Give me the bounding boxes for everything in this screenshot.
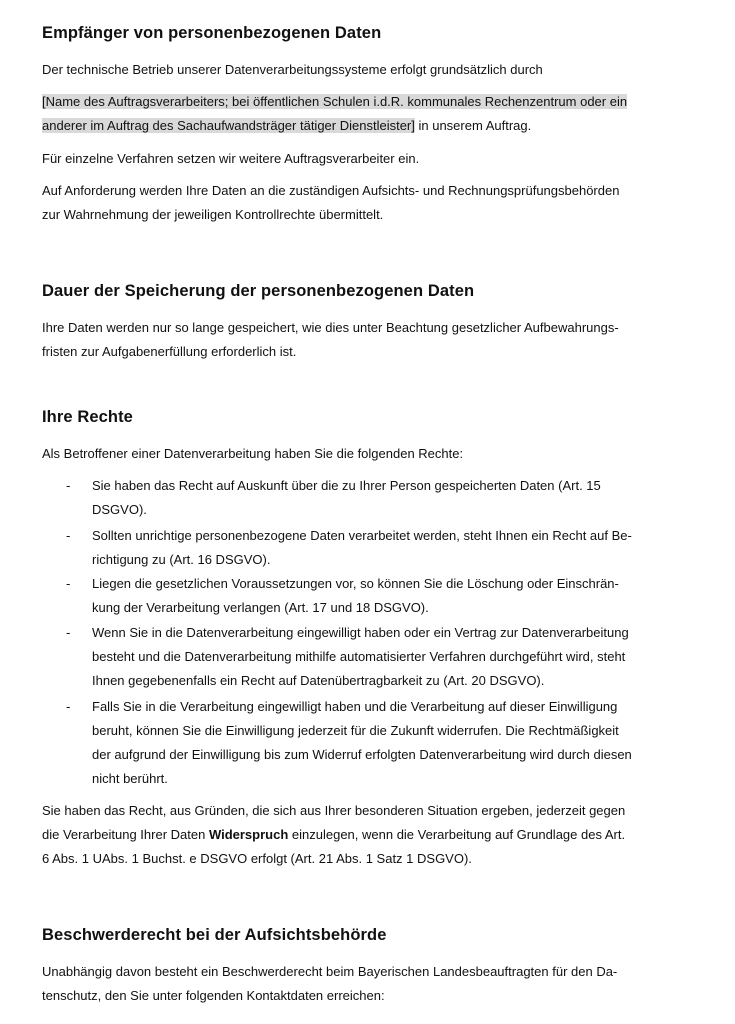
duration-paragraph-line-1: Ihre Daten werden nur so lange gespeichert, wie dies unter Beachtung gesetzlicher Aufbewahrungs-	[42, 320, 619, 335]
objection-line-2	[42, 827, 625, 843]
recipients-paragraph-4-line-2: zur Wahrnehmung der jeweiligen Kontrollrechte übermittelt.	[42, 207, 384, 222]
complaint-paragraph-line-1: Unabhängig davon besteht ein Beschwerderecht beim Bayerischen Landesbeauftragten für den Da-	[42, 964, 618, 979]
bullet-4-line-1: Wenn Sie in die Datenverarbeitung eingewilligt haben oder ein Vertrag zur Datenverarbeitung	[92, 625, 629, 640]
bullet-dash: -	[66, 699, 71, 714]
bullet-5-line-4: nicht berührt.	[92, 771, 168, 786]
bullet-5-line-2: beruht, können Sie die Einwilligung jederzeit für die Zukunft widerrufen. Die Rechtmäßigkeit	[92, 723, 619, 738]
bullet-dash: -	[66, 576, 71, 591]
placeholder-highlight: anderer im Auftrag des Sachaufwandsträger tätiger Dienstleister]	[42, 118, 415, 133]
bullet-4-line-2: besteht und die Datenverarbeitung mithilfe automatisierter Verfahren durchgeführt wird, steht	[92, 649, 626, 664]
objection-line-1: Sie haben das Recht, aus Gründen, die sich aus Ihrer besonderen Situation ergeben, jederzeit gegen	[42, 803, 626, 818]
bullet-5-line-3: der aufgrund der Einwilligung bis zum Widerruf erfolgten Datenverarbeitung wird durch diesen	[92, 747, 632, 762]
bullet-3-line-1: Liegen die gesetzlichen Voraussetzungen vor, so können Sie die Löschung oder Einschrän-	[92, 576, 619, 591]
duration-paragraph-line-2: fristen zur Aufgabenerfüllung erforderlich ist.	[42, 344, 297, 359]
objection-line-3: 6 Abs. 1 UAbs. 1 Buchst. e DSGVO erfolgt (Art. 21 Abs. 1 Satz 1 DSGVO).	[42, 851, 472, 866]
objection-text-a: die Verarbeitung Ihrer Daten	[42, 827, 209, 842]
bullet-1-line-1: Sie haben das Recht auf Auskunft über die zu Ihrer Person gespeicherten Daten (Art. 15	[92, 478, 601, 493]
objection-text-b: einzulegen, wenn die Verarbeitung auf Grundlage des Art.	[288, 827, 626, 842]
recipients-paragraph-1: Der technische Betrieb unserer Datenverarbeitungssysteme erfolgt grundsätzlich durch	[42, 62, 543, 77]
heading-complaint: Beschwerderecht bei der Aufsichtsbehörde	[42, 926, 387, 944]
bullet-2-line-2: richtigung zu (Art. 16 DSGVO).	[92, 552, 271, 567]
heading-duration: Dauer der Speicherung der personenbezogenen Daten	[42, 282, 475, 300]
recipients-paragraph-3: Für einzelne Verfahren setzen wir weitere Auftragsverarbeiter ein.	[42, 151, 420, 166]
bullet-4-line-3: Ihnen gegebenenfalls ein Recht auf Datenübertragbarkeit zu (Art. 20 DSGVO).	[92, 673, 545, 688]
bullet-1-line-2: DSGVO).	[92, 502, 147, 517]
heading-rights: Ihre Rechte	[42, 408, 133, 426]
recipients-paragraph-4-line-1: Auf Anforderung werden Ihre Daten an die zuständigen Aufsichts- und Rechnungsprüfungsbehörden	[42, 183, 620, 198]
rights-intro: Als Betroffener einer Datenverarbeitung haben Sie die folgenden Rechte:	[42, 446, 464, 461]
recipients-placeholder-rest: in unserem Auftrag.	[414, 118, 532, 133]
bullet-3-line-2: kung der Verarbeitung verlangen (Art. 17 und 18 DSGVO).	[92, 600, 429, 615]
bullet-dash: -	[66, 528, 71, 543]
bullet-dash: -	[66, 478, 71, 493]
objection-keyword: Widerspruch	[208, 827, 289, 842]
bullet-5-line-1: Falls Sie in die Verarbeitung eingewilligt haben und die Verarbeitung auf dieser Einwilligung	[92, 699, 618, 714]
recipients-placeholder-line-1	[42, 94, 627, 110]
bullet-2-line-1: Sollten unrichtige personenbezogene Daten verarbeitet werden, steht Ihnen ein Recht auf Be-	[92, 528, 632, 543]
recipients-placeholder-line-2	[42, 118, 531, 134]
bullet-dash: -	[66, 625, 71, 640]
placeholder-highlight: [Name des Auftragsverarbeiters; bei öffentlichen Schulen i.d.R. kommunales Rechenzentrum oder ein	[42, 94, 628, 109]
complaint-paragraph-line-2: tenschutz, den Sie unter folgenden Kontaktdaten erreichen:	[42, 988, 385, 1003]
heading-recipients: Empfänger von personenbezogenen Daten	[42, 24, 382, 42]
